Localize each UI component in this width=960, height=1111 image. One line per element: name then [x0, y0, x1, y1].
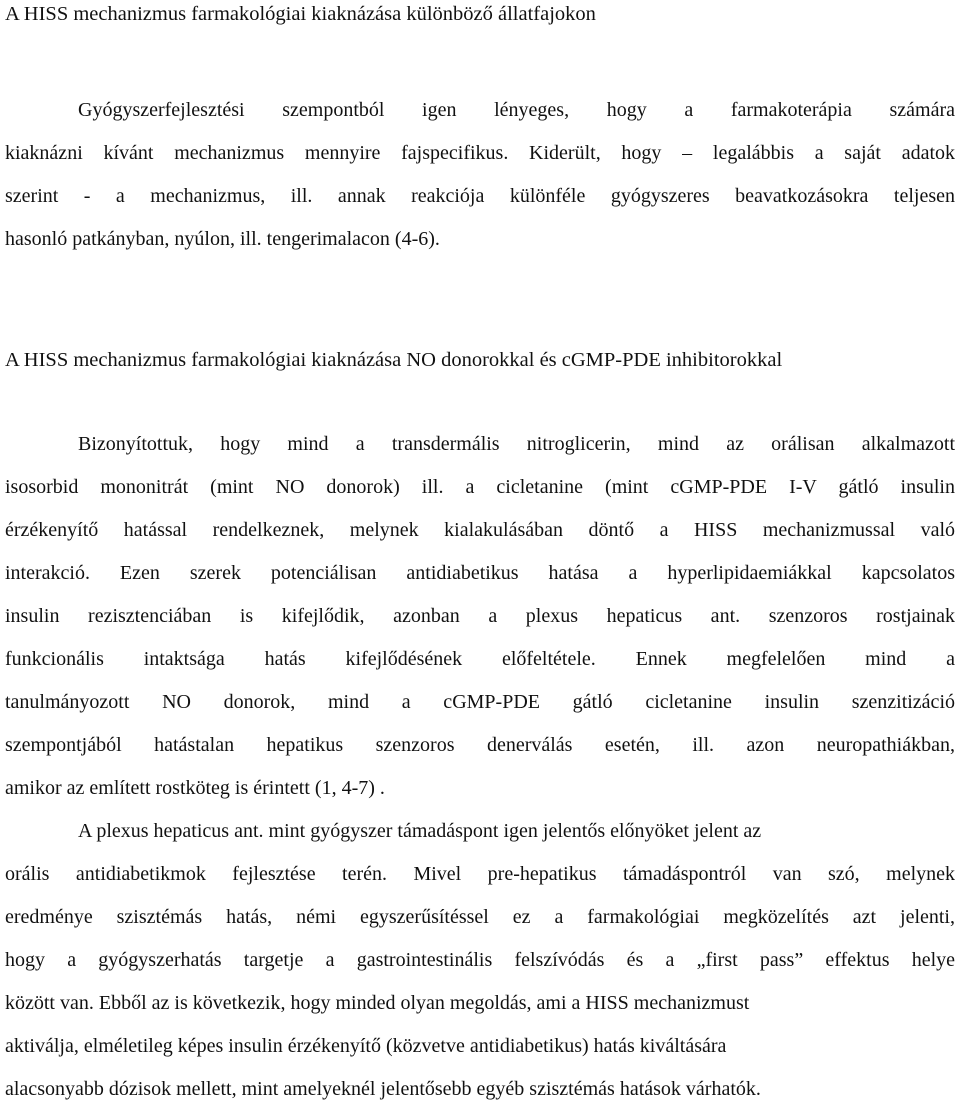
text-line: között van. Ebből az is következik, hogy minded olyan megoldás, ami a HISS mechanizmust — [5, 992, 750, 1014]
paragraph-no-donors — [5, 423, 955, 1111]
text-line: funkcionális intaktsága hatás kifejlődésének előfeltétele. Ennek megfelelően mind a — [5, 648, 955, 670]
text-line: érzékenyítő hatással rendelkeznek, melynek kialakulásában döntő a HISS mechanizmussal való — [5, 519, 955, 541]
text-line: interakció. Ezen szerek potenciálisan antidiabetikus hatása a hyperlipidaemiákkal kapcsolatos — [5, 562, 955, 584]
text-line: tanulmányozott NO donorok, mind a cGMP-PDE gátló cicletanine insulin szenzitizáció — [5, 691, 955, 713]
text-line: amikor az említett rostköteg is érintett (1, 4-7) . — [5, 777, 385, 799]
text-line: orális antidiabetikmok fejlesztése terén. Mivel pre-hepatikus támadáspontról van szó, melynek — [5, 863, 955, 885]
text-line: hasonló patkányban, nyúlon, ill. tengerimalacon (4-6). — [5, 228, 440, 250]
text-line: hogy a gyógyszerhatás targetje a gastrointestinális felszívódás és a „first pass” effektus helye — [5, 949, 955, 971]
text-line: eredménye szisztémás hatás, némi egyszerűsítéssel ez a farmakológiai megközelítés azt jelenti, — [5, 906, 955, 928]
section-heading-species: A HISS mechanizmus farmakológiai kiaknázása különböző állatfajokon — [5, 3, 596, 25]
section-heading-no-donors: A HISS mechanizmus farmakológiai kiaknázása NO donorokkal és cGMP-PDE inhibitorokkal — [5, 349, 783, 371]
document-page — [5, 0, 955, 1111]
text-line: isosorbid mononitrát (mint NO donorok) ill. a cicletanine (mint cGMP-PDE I-V gátló insulin — [5, 476, 955, 498]
text-line: A plexus hepaticus ant. mint gyógyszer támadáspont igen jelentős előnyöket jelent az — [78, 820, 762, 842]
paragraph-species-specificity — [5, 89, 955, 261]
text-line: alacsonyabb dózisok mellett, mint amelyeknél jelentősebb egyéb szisztémás hatások várhatók. — [5, 1078, 761, 1100]
text-line: Bizonyítottuk, hogy mind a transdermális nitroglicerin, mind az orálisan alkalmazott — [78, 433, 955, 455]
text-line: szempontjából hatástalan hepatikus szenzoros denerválás esetén, ill. azon neuropathiákban, — [5, 734, 955, 756]
text-line: szerint - a mechanizmus, ill. annak reakciója különféle gyógyszeres beavatkozásokra teljesen — [5, 185, 955, 207]
text-line: insulin rezisztenciában is kifejlődik, azonban a plexus hepaticus ant. szenzoros rostjainak — [5, 605, 955, 627]
text-line: aktiválja, elméletileg képes insulin érzékenyítő (közvetve antidiabetikus) hatás kiváltására — [5, 1035, 727, 1057]
text-line: Gyógyszerfejlesztési szempontból igen lényeges, hogy a farmakoterápia számára — [78, 99, 955, 121]
text-line: kiaknázni kívánt mechanizmus mennyire fajspecifikus. Kiderült, hogy – legalábbis a saját adatok — [5, 142, 955, 164]
